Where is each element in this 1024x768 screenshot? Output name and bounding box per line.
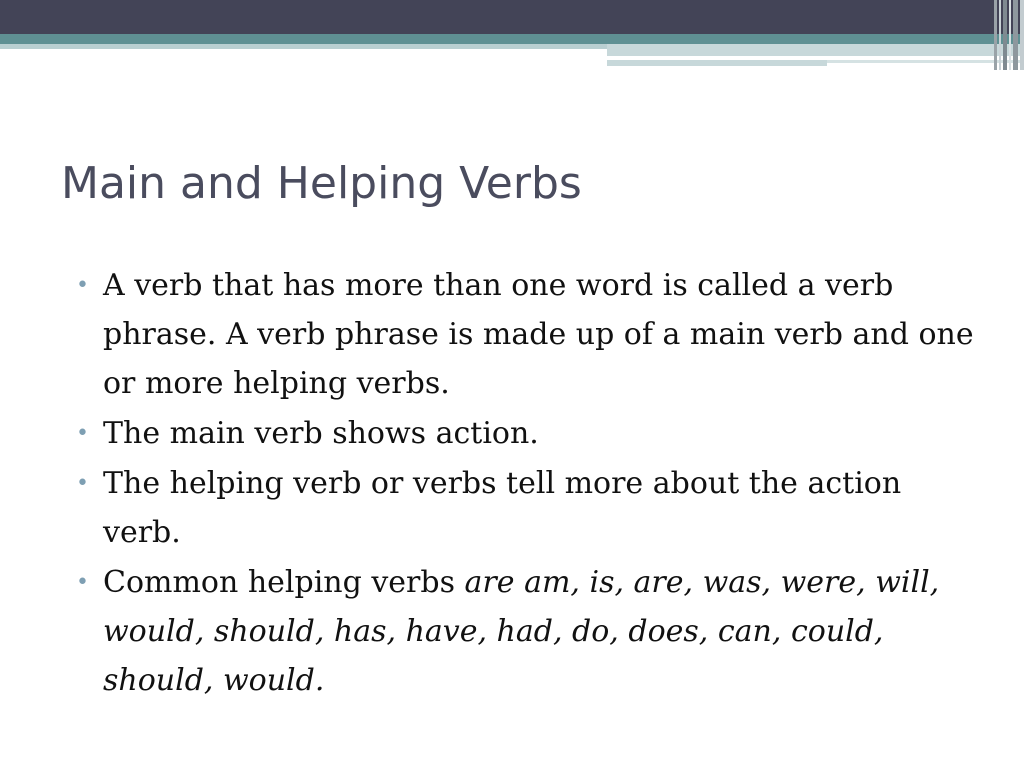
bullet-text: The main verb shows action.	[103, 416, 539, 451]
list-item	[76, 409, 976, 458]
bullet-text: A verb that has more than one word is called a verb phrase. A verb phrase is made up of a main verb and one or more helping verbs.	[103, 268, 974, 401]
list-item	[76, 558, 976, 705]
bullet-icon: •	[76, 273, 89, 298]
bullet-text: The helping verb or verbs tell more about the action verb.	[103, 466, 902, 550]
helping-verbs-list: are am, is, are, was, were, will, would, should, has, have, had, do, does, can, could, should, would.	[103, 565, 940, 698]
header-light-bar	[607, 44, 1024, 56]
list-item	[76, 261, 976, 408]
header-light-bar	[607, 60, 827, 66]
header-divider-line	[607, 56, 947, 58]
header-stripes	[994, 0, 1024, 70]
header-light-bar	[0, 44, 607, 49]
bullet-icon: •	[76, 471, 89, 496]
bullet-icon: •	[76, 570, 89, 595]
slide-title: Main and Helping Verbs	[61, 158, 582, 209]
bullet-list	[76, 261, 976, 706]
header-dark-bar	[0, 0, 1024, 34]
list-item	[76, 459, 976, 557]
header-teal-bar	[0, 34, 1024, 44]
bullet-icon: •	[76, 421, 89, 446]
bullet-text: Common helping verbs	[103, 565, 465, 600]
